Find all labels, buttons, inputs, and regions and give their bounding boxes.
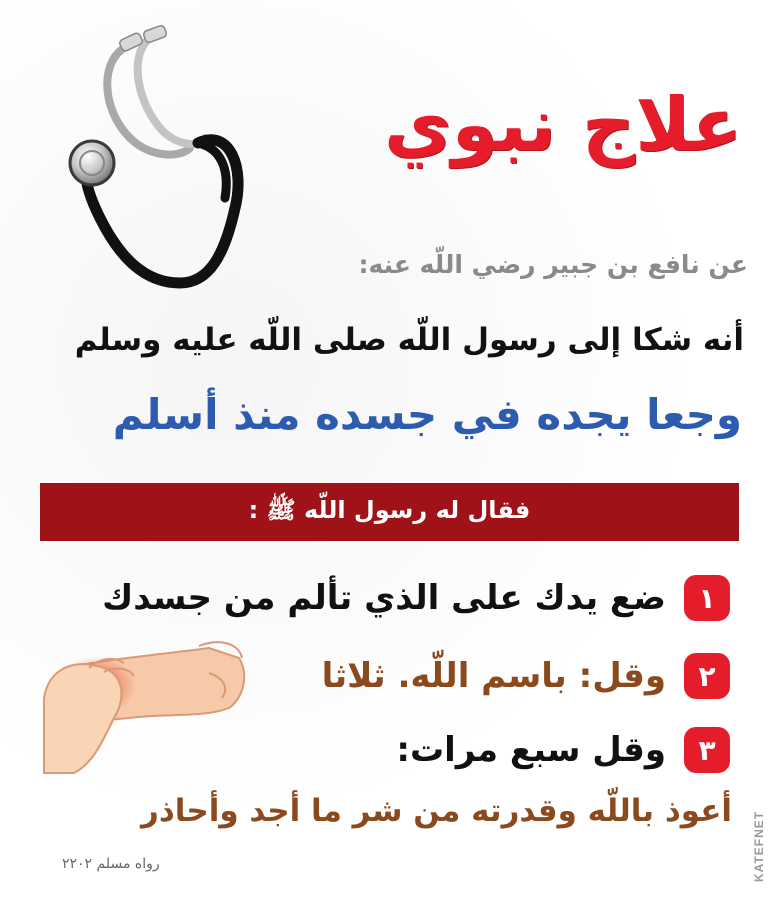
step-2 [322,653,730,699]
step-text: وقل سبع مرات: [396,730,666,770]
step-3 [396,727,730,773]
step-text: وقل: باسم اللّه. ثلاثا [321,656,666,696]
source-reference: رواه مسلم ٢٢٠٢ [62,856,160,872]
step-number-badge: ٣ [684,727,730,773]
narrator-text: عن نافع بن جبير رضي اللّه عنه: [358,250,748,279]
page-title: علاج نبوي [383,82,742,168]
statement-line-2: وجعا يجده في جسده منذ أسلم [112,390,742,439]
banner-text: فقال له رسول اللّه ﷺ : [248,495,531,524]
step-number-badge: ١ [684,575,730,621]
supplication-text: أعوذ باللّه وقدرته من شر ما أجد وأحاذر [140,793,732,829]
brand-watermark: KATEFNET [752,810,766,882]
step-text: ضع يدك على الذي تألم من جسدك [102,578,666,618]
wrist-pain-illustration [34,628,254,778]
step-number-badge: ٢ [684,653,730,699]
step-1 [102,575,730,621]
quote-banner [40,483,739,541]
stethoscope-icon [60,18,270,298]
statement-line-1: أنه شكا إلى رسول اللّه صلى اللّه عليه وسلم [74,322,744,358]
